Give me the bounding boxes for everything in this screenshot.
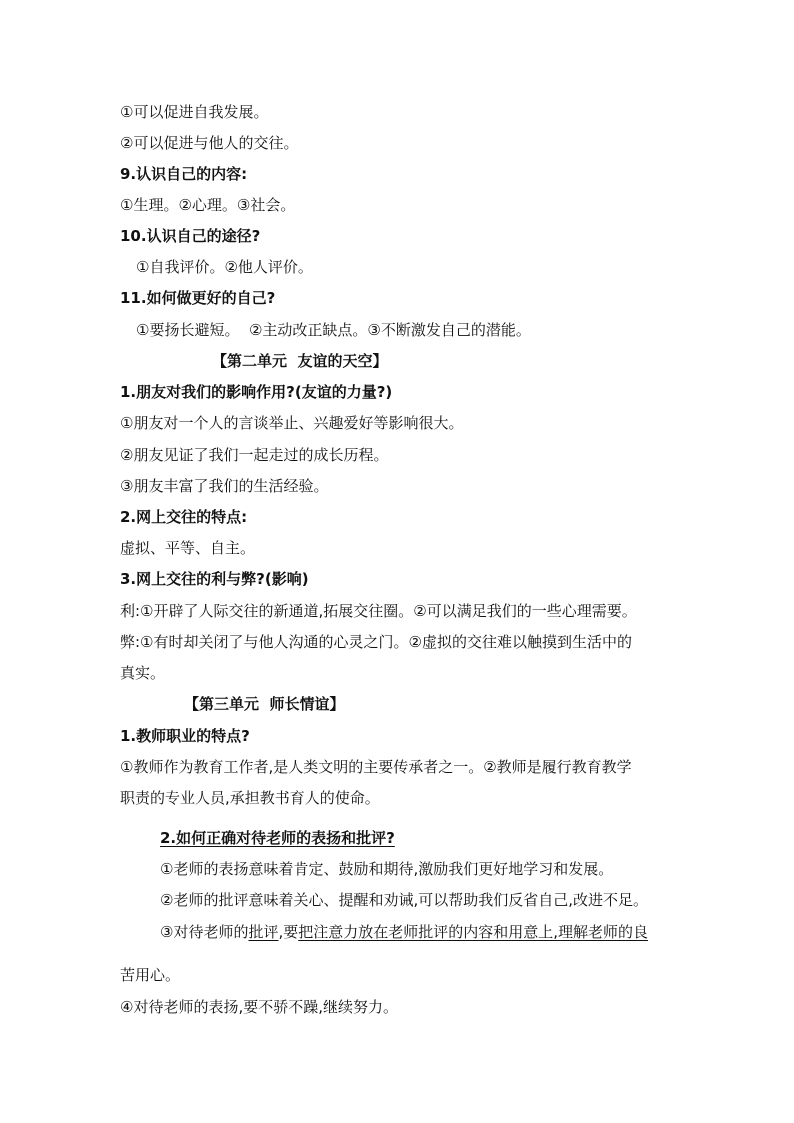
- unit3-q1-answer-line1: ①教师作为教育工作者,是人类文明的主要传承者之一。②教师是履行教育教学: [120, 758, 632, 776]
- unit2-q1-answer-1: ①朋友对一个人的言谈举止、兴趣爱好等影响很大。: [120, 414, 464, 432]
- unit2-q3-con-line1: 弊:①有时却关闭了与他人沟通的心灵之门。②虚拟的交往难以触摸到生活中的: [120, 633, 632, 651]
- q11-answer: ①要扬长避短。 ②主动改正缺点。③不断激发自己的潜能。: [136, 321, 531, 339]
- unit3-q2-answer-4: ④对待老师的表扬,要不骄不躁,继续努力。: [120, 998, 398, 1016]
- q10-heading: 10.认识自己的途径?: [120, 227, 261, 245]
- q2-a3-middle: ,要: [278, 923, 299, 941]
- q9-heading: 9.认识自己的内容:: [120, 165, 248, 183]
- unit1-item-2: ②可以促进与他人的交往。: [120, 134, 299, 152]
- unit2-q2-answer: 虚拟、平等、自主。: [120, 539, 256, 557]
- unit2-q1-answer-2: ②朋友见证了我们一起走过的成长历程。: [120, 446, 389, 464]
- q2-a3-underline-criticism: 批评: [248, 923, 279, 941]
- unit3-q2-heading: 2.如何正确对待老师的表扬和批评?: [160, 829, 395, 847]
- q2-a3-underline-attention: 把注意力放在老师批评的内容和用意上,理解老师的良: [298, 923, 649, 941]
- q10-answer: ①自我评价。②他人评价。: [136, 258, 313, 276]
- unit3-title: 【第三单元 师长情谊】: [184, 695, 345, 713]
- unit2-q1-answer-3: ③朋友丰富了我们的生活经验。: [120, 477, 329, 495]
- unit3-q1-heading: 1.教师职业的特点?: [120, 727, 250, 745]
- unit2-q1-heading: 1.朋友对我们的影响作用?(友谊的力量?): [120, 383, 393, 401]
- unit2-q3-heading: 3.网上交往的利与弊?(影响): [120, 570, 309, 588]
- unit2-q3-con-line2: 真实。: [120, 664, 166, 682]
- q9-answer: ①生理。②心理。③社会。: [120, 196, 296, 214]
- q2-a3-prefix: ③对待老师的: [160, 923, 249, 941]
- unit2-q3-pro: 利:①开辟了人际交往的新通道,拓展交往圈。②可以满足我们的一些心理需要。: [120, 602, 637, 620]
- unit3-q2-answer-2: ②老师的批评意味着关心、提醒和劝诫,可以帮助我们反省自己,改进不足。: [160, 891, 648, 909]
- unit3-q2-answer-3: [160, 922, 648, 942]
- unit3-q2-answer-3-cont: 苦用心。: [120, 966, 181, 984]
- unit3-q2-answer-1: ①老师的表扬意味着肯定、鼓励和期待,激励我们更好地学习和发展。: [160, 860, 614, 878]
- q11-heading: 11.如何做更好的自己?: [120, 289, 276, 307]
- unit1-item-1: ①可以促进自我发展。: [120, 103, 269, 121]
- unit2-q2-heading: 2.网上交往的特点:: [120, 508, 248, 526]
- unit3-q1-answer-line2: 职责的专业人员,承担教书育人的使命。: [120, 789, 380, 807]
- unit2-title: 【第二单元 友谊的天空】: [212, 352, 388, 370]
